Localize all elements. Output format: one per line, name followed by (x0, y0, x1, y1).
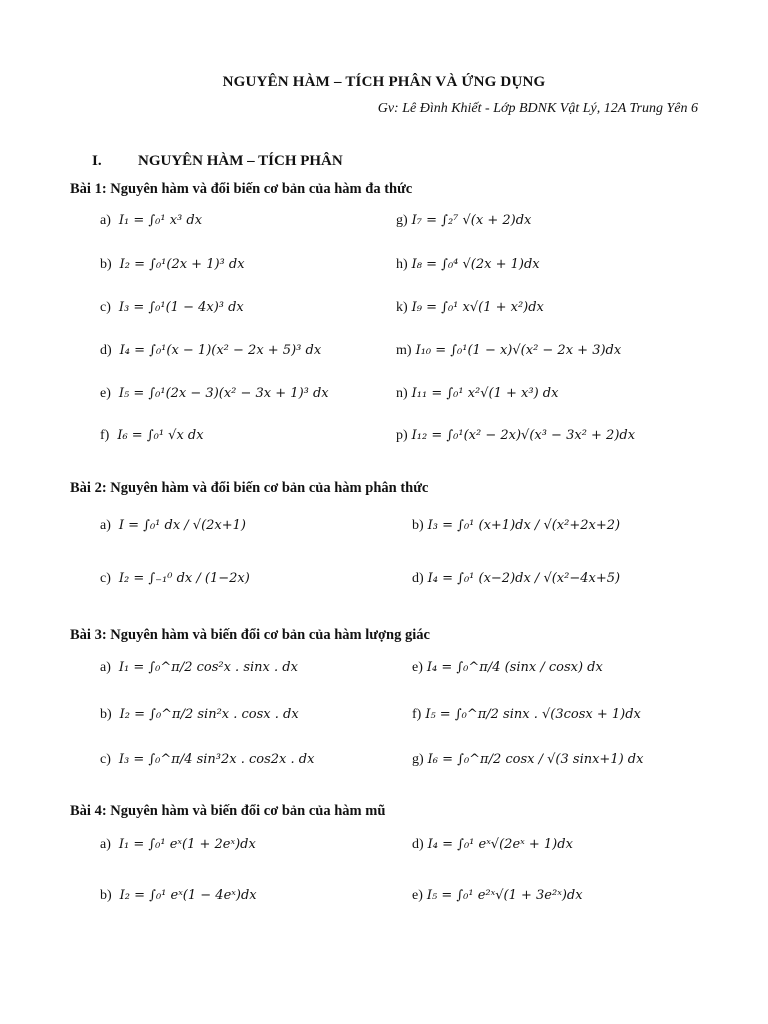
bai3-heading: Bài 3: Nguyên hàm và biến đổi cơ bản của hàm lượng giác (70, 627, 430, 643)
bai4-item (412, 837, 573, 853)
bai4-heading: Bài 4: Nguyên hàm và biến đổi cơ bản của hàm mũ (70, 803, 386, 819)
bai4-item (412, 888, 583, 904)
item-expression: I₁₂ = ∫₀¹(x² − 2x)√(x³ − 3x² + 2)dx (411, 428, 636, 443)
bai1-item (396, 213, 531, 229)
item-label: b) (100, 257, 112, 272)
section-title: NGUYÊN HÀM – TÍCH PHÂN (138, 153, 343, 169)
item-expression: I₁₀ = ∫₀¹(1 − x)√(x² − 2x + 3)dx (415, 343, 622, 358)
item-expression: I₁₁ = ∫₀¹ x²√(1 + x³) dx (411, 386, 559, 401)
item-expression: I₆ = ∫₀¹ √x dx (117, 428, 204, 443)
bai1-item (100, 213, 202, 229)
item-label: p) (396, 428, 408, 443)
bai4-item (100, 888, 257, 904)
item-expression: I₁ = ∫₀¹ eˣ(1 + 2eˣ)dx (118, 837, 256, 852)
item-label: e) (412, 660, 423, 675)
item-label: d) (412, 837, 424, 852)
item-expression: I₁ = ∫₀¹ x³ dx (118, 213, 203, 228)
item-label: a) (100, 837, 111, 852)
item-expression: I₅ = ∫₀^π/2 sinx . √(3cosx + 1)dx (425, 707, 641, 722)
item-expression: I₇ = ∫₂⁷ √(x + 2)dx (411, 213, 532, 228)
item-label: a) (100, 518, 111, 533)
section-number: I. (92, 153, 102, 169)
item-label: n) (396, 386, 408, 401)
bai2-item (100, 518, 246, 534)
item-expression: I₅ = ∫₀¹(2x − 3)(x² − 3x + 1)³ dx (118, 386, 329, 401)
item-label: k) (396, 300, 408, 315)
item-label: h) (396, 257, 408, 272)
item-label: e) (100, 386, 111, 401)
bai1-item (100, 428, 204, 444)
item-expression: I₄ = ∫₀¹ (x−2)dx / √(x²−4x+5) (427, 571, 621, 586)
item-label: f) (100, 428, 110, 443)
bai3-item (412, 660, 603, 676)
item-expression: I₉ = ∫₀¹ x√(1 + x²)dx (411, 300, 544, 315)
bai1-item (396, 300, 544, 316)
item-label: d) (412, 571, 424, 586)
item-expression: I₄ = ∫₀¹ eˣ√(2eˣ + 1)dx (427, 837, 573, 852)
bai3-item (412, 752, 643, 768)
bai1-item (396, 428, 635, 444)
author-line: Gv: Lê Đình Khiết - Lớp BDNK Vật Lý, 12A Trung Yên 6 (377, 101, 698, 116)
item-expression: I = ∫₀¹ dx / √(2x+1) (118, 518, 247, 533)
bai1-item (396, 343, 621, 359)
bai2-item (100, 571, 250, 587)
item-label: b) (412, 518, 424, 533)
bai1-item (100, 257, 245, 273)
item-label: m) (396, 343, 412, 358)
page-title: NGUYÊN HÀM – TÍCH PHÂN VÀ ỨNG DỤNG (222, 74, 546, 90)
bai3-item (100, 660, 298, 676)
item-expression: I₂ = ∫₀¹ eˣ(1 − 4eˣ)dx (119, 888, 257, 903)
bai3-item (100, 707, 299, 723)
item-label: g) (412, 752, 424, 767)
bai1-item (396, 257, 540, 273)
item-expression: I₂ = ∫₀¹(2x + 1)³ dx (119, 257, 245, 272)
item-label: f) (412, 707, 422, 722)
item-label: c) (100, 752, 111, 767)
bai1-item (100, 343, 321, 359)
item-label: b) (100, 707, 112, 722)
bai1-item (100, 386, 329, 402)
bai3-item (412, 707, 641, 723)
bai2-item (412, 518, 620, 534)
item-expression: I₃ = ∫₀¹(1 − 4x)³ dx (118, 300, 244, 315)
bai1-heading: Bài 1: Nguyên hàm và đổi biến cơ bản của hàm đa thức (70, 181, 413, 197)
item-expression: I₈ = ∫₀⁴ √(2x + 1)dx (411, 257, 540, 272)
item-expression: I₄ = ∫₀^π/4 (sinx / cosx) dx (426, 660, 603, 675)
item-expression: I₂ = ∫₀^π/2 sin²x . cosx . dx (119, 707, 299, 722)
item-expression: I₁ = ∫₀^π/2 cos²x . sinx . dx (118, 660, 298, 675)
item-expression: I₆ = ∫₀^π/2 cosx / √(3 sinx+1) dx (427, 752, 644, 767)
bai2-item (412, 571, 620, 587)
item-label: b) (100, 888, 112, 903)
item-expression: I₃ = ∫₀^π/4 sin³2x . cos2x . dx (118, 752, 315, 767)
item-label: d) (100, 343, 112, 358)
section-heading (92, 153, 343, 170)
item-label: a) (100, 213, 111, 228)
item-label: c) (100, 300, 111, 315)
item-label: a) (100, 660, 111, 675)
item-label: g) (396, 213, 408, 228)
item-expression: I₄ = ∫₀¹(x − 1)(x² − 2x + 5)³ dx (119, 343, 322, 358)
bai2-heading: Bài 2: Nguyên hàm và đổi biến cơ bản của hàm phân thức (70, 480, 429, 496)
item-expression: I₅ = ∫₀¹ e²ˣ√(1 + 3e²ˣ)dx (426, 888, 583, 903)
item-label: c) (100, 571, 111, 586)
bai1-item (396, 386, 558, 402)
bai1-item (100, 300, 244, 316)
bai4-item (100, 837, 256, 853)
item-label: e) (412, 888, 423, 903)
bai3-item (100, 752, 314, 768)
item-expression: I₃ = ∫₀¹ (x+1)dx / √(x²+2x+2) (427, 518, 621, 533)
item-expression: I₂ = ∫₋₁⁰ dx / (1−2x) (118, 571, 250, 586)
